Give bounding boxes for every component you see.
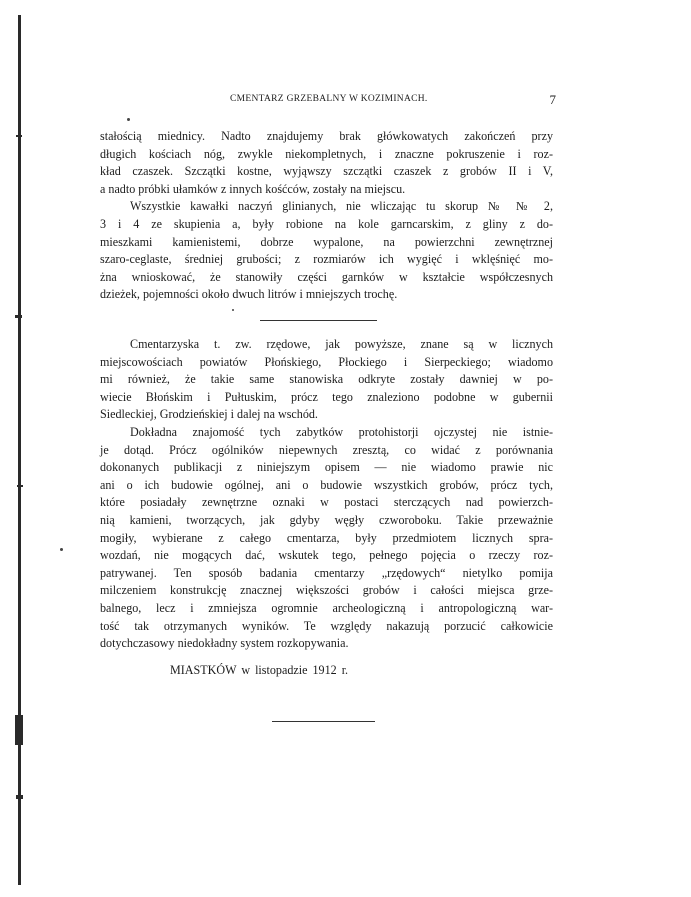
text-line: wiecie Błońskim i Pułtuskim, prócz tego znaleziono podobne w gubernii (100, 389, 553, 404)
text-line: dotychczasowy niedokładny system rozkopywania. (100, 636, 349, 651)
text-line: szaro-ceglaste, średniej grubości; z rozmiarów ich wygięć i wklęśnięć mo- (100, 252, 553, 267)
scanned-binding-edge (15, 15, 25, 885)
text-line: tość tak otrzymanych wyników. Te względy nakazują porzucić całkowicie (100, 618, 553, 633)
text-line: dzieżek, pojemności około dwuch litrów i mniejszych trochę. (100, 287, 398, 302)
text-line: mi również, że takie same stanowiska odkryte zostały dawniej w po- (100, 372, 553, 387)
scan-speck (60, 548, 63, 551)
text-line: patrywanej. Ten sposób badania cmentarzy „rzędowych“ nietylko pomija (100, 565, 553, 580)
closing-divider (272, 721, 375, 722)
paragraph-3 (100, 336, 553, 424)
text-line: miejscowościach powiatów Płońskiego, Płockiego i Sierpeckiego; wiadomo (100, 354, 553, 369)
text-line: je dotąd. Prócz ogólników niepewnych zresztą, co widać z porównania (100, 442, 553, 457)
running-head (100, 92, 556, 110)
scan-speck (232, 309, 234, 311)
paragraph-1 (100, 128, 553, 198)
text-line: a nadto próbki ułamków z innych kośćców, zostały na miejscu. (100, 181, 406, 196)
paragraph-2 (100, 198, 553, 304)
text-line: kład czaszek. Szczątki kostne, wyjąwszy szczątki czaszek z grobów II i V, (100, 164, 553, 179)
place-date-signature: MIASTKÓW w listopadzie 1912 r. (170, 663, 349, 677)
text-line: żna wnioskować, że stanowiły części garnków w kształcie współczesnych (100, 269, 553, 284)
text-line: które posiadały zewnętrzne oznaki w postaci sterczących nad powierzch- (100, 495, 553, 510)
text-line: Wszystkie kawałki naczyń glinianych, nie wliczając tu skorup № № 2, (130, 199, 553, 214)
text-line: ani o ich budowie ogólnej, ani o budowie wszystkich grobów, prócz tych, (100, 477, 553, 492)
body-section-2 (100, 336, 553, 653)
text-line: stałością miednicy. Nadto znajdujemy brak główkowatych zakończeń przy (100, 129, 553, 143)
text-line: 3 i 4 ze skupienia a, były robione na kole garncarskim, z gliny z do- (100, 216, 553, 231)
text-line: balnego, lecz i zmniejsza ogromnie archeologiczną i antropologiczną war- (100, 600, 553, 615)
text-line: wozdań, nie mogących dać, wskutek tego, pełnego pojęcia o rzeczy roz- (100, 548, 553, 563)
text-line: mogiły, wybierane z całego cmentarza, były przedmiotem licznych spra- (100, 530, 553, 545)
text-line: Cmentarzyska t. zw. rzędowe, jak powyższe, znane są w licznych (130, 337, 553, 351)
text-line: nią kamieni, tworzących, jak gdyby węgły czworoboku. Takie przeważnie (100, 512, 553, 527)
text-line: dokonanych publikacji z niniejszym opisem — nie wiadomo prawie nic (100, 460, 553, 475)
text-line: Siedleckiej, Grodzieńskiej i dalej na wschód. (100, 407, 318, 422)
text-line: Dokładna znajomość tych zabytków protohistorji ojczystej nie istnie- (130, 424, 553, 439)
text-line: mieszkami kamienistemi, dobrze wypalone, na powierzchni zewnętrznej (100, 234, 553, 249)
text-line: milczeniem konstrukcję znacznej większości grobów i całości miejsca grze- (100, 583, 553, 598)
paragraph-4 (100, 424, 553, 653)
body-section-1 (100, 128, 553, 304)
page-number: 7 (549, 92, 556, 107)
text-line: długich kościach nóg, zwykle niekompletnych, i znaczne pokruszenie i roz- (100, 146, 553, 161)
running-title: CMENTARZ GRZEBALNY W KOZIMINACH. (230, 94, 428, 104)
section-divider (260, 320, 377, 321)
scan-speck (127, 118, 130, 121)
